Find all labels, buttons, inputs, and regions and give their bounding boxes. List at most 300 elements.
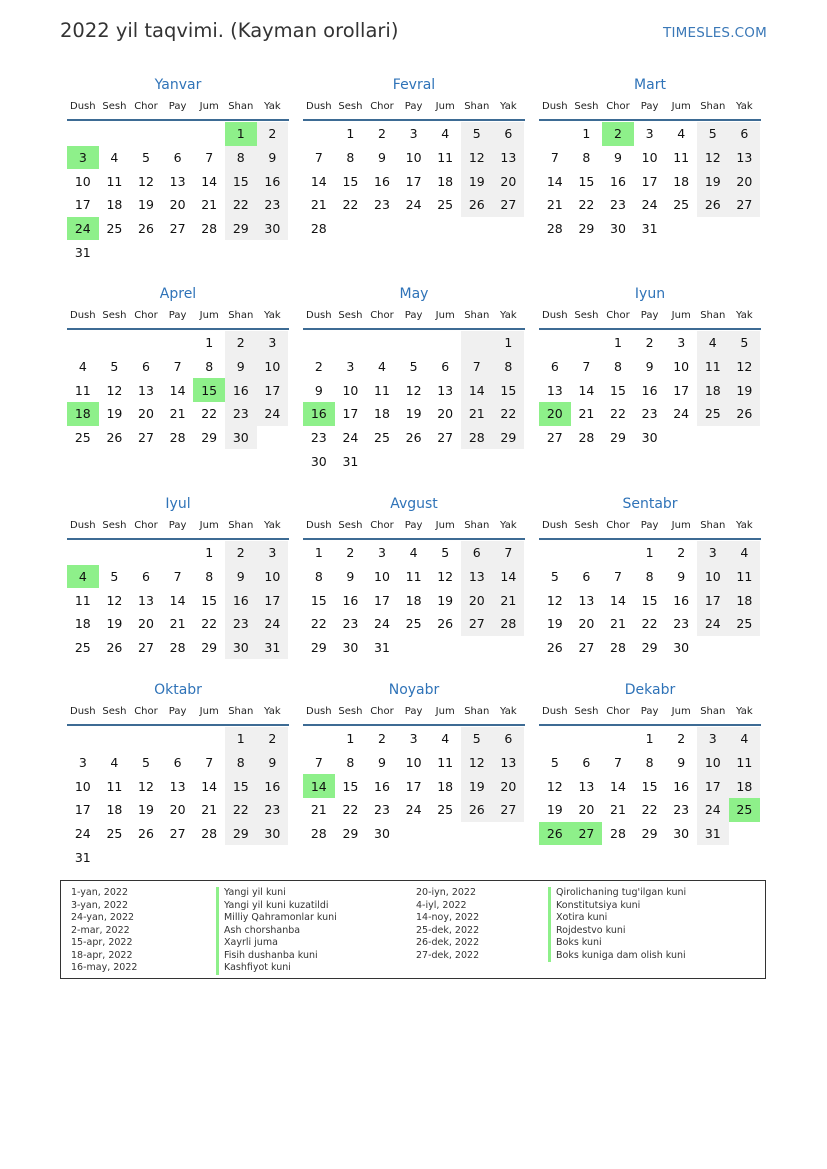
day-cell: 15 xyxy=(342,173,359,189)
day-cell: 14 xyxy=(546,173,563,189)
empty-cell xyxy=(162,240,194,264)
day-grid xyxy=(303,727,525,845)
weekday-label: Sesh xyxy=(102,310,127,321)
empty-cell xyxy=(571,331,603,355)
empty-cell xyxy=(461,331,493,355)
day-cell: 2 xyxy=(378,731,386,747)
day-cell: 28 xyxy=(201,220,218,236)
weekday-label: Chor xyxy=(370,310,394,321)
day-cell: 31 xyxy=(257,636,289,660)
weekday-label: Sesh xyxy=(102,101,127,112)
day-cell: 6 xyxy=(173,754,182,770)
day-cell: 29 xyxy=(201,639,218,655)
empty-cell xyxy=(539,122,571,146)
empty-cell xyxy=(67,541,99,565)
day-cell: 30 xyxy=(673,825,690,841)
day-cell: 24 xyxy=(697,612,729,636)
day-cell: 21 xyxy=(578,406,595,422)
day-cell: 18 xyxy=(729,588,761,612)
weekday-label: Pay xyxy=(168,706,187,717)
day-cell: 6 xyxy=(729,122,761,146)
weekday-label: Chor xyxy=(370,706,394,717)
weekday-label: Sesh xyxy=(574,310,599,321)
empty-cell xyxy=(539,331,571,355)
day-cell: 16 xyxy=(225,378,257,402)
day-cell: 28 xyxy=(610,639,626,655)
day-cell: 6 xyxy=(173,149,182,165)
day-cell: 8 xyxy=(614,358,622,374)
legend-date: 2-mar, 2022 xyxy=(71,924,130,936)
day-cell: 16 xyxy=(374,778,390,794)
day-grid xyxy=(303,541,525,659)
day-cell: 4 xyxy=(378,358,386,374)
day-cell: 14 xyxy=(610,592,626,608)
weekday-label: Dush xyxy=(70,101,96,112)
day-cell: 10 xyxy=(641,149,658,165)
day-cell: 5 xyxy=(550,754,559,770)
empty-cell xyxy=(429,822,461,846)
day-cell: 12 xyxy=(546,778,563,794)
day-cell: 6 xyxy=(582,568,591,584)
day-cell: 31 xyxy=(74,849,91,865)
day-cell: 12 xyxy=(138,778,154,794)
weekday-label: Yak xyxy=(736,310,753,321)
day-cell: 6 xyxy=(142,568,150,584)
legend-holiday-name: Xayrli juma xyxy=(216,937,337,950)
day-cell: 13 xyxy=(493,751,525,775)
day-cell: 30 xyxy=(225,426,257,450)
weekday-header xyxy=(67,517,289,540)
day-cell: 12 xyxy=(106,382,123,398)
day-cell: 5 xyxy=(697,122,729,146)
day-cell: 21 xyxy=(310,802,327,818)
day-cell: 21 xyxy=(201,802,218,818)
empty-cell xyxy=(99,727,131,751)
day-cell: 31 xyxy=(342,453,359,469)
day-cell: 11 xyxy=(729,751,761,775)
day-cell: 15 xyxy=(342,778,359,794)
empty-cell xyxy=(193,240,225,264)
day-grid xyxy=(303,331,525,473)
empty-cell xyxy=(130,541,162,565)
legend-names-left xyxy=(216,887,337,975)
day-cell: 28 xyxy=(201,825,218,841)
empty-cell xyxy=(335,217,367,241)
weekday-label: Shan xyxy=(700,310,726,321)
weekday-label: Sesh xyxy=(574,101,599,112)
day-cell: 10 xyxy=(374,568,390,584)
day-cell: 11 xyxy=(673,149,690,165)
day-cell: 15 xyxy=(641,592,658,608)
empty-cell xyxy=(697,636,729,660)
empty-cell xyxy=(225,845,257,869)
day-cell: 2 xyxy=(677,731,686,747)
day-cell: 4 xyxy=(67,565,99,589)
day-cell: 15 xyxy=(610,382,626,398)
day-cell: 12 xyxy=(546,592,563,608)
month-name: Sentabr xyxy=(622,496,678,512)
weekday-label: Shan xyxy=(464,706,490,717)
day-grid xyxy=(67,122,289,264)
legend-holiday-name: Ash chorshanba xyxy=(216,925,337,938)
empty-cell xyxy=(571,727,603,751)
day-cell: 26 xyxy=(729,402,761,426)
weekday-label: Yak xyxy=(264,520,281,531)
day-cell: 19 xyxy=(546,616,563,632)
day-cell: 24 xyxy=(641,197,658,213)
day-cell: 15 xyxy=(641,778,658,794)
empty-cell xyxy=(335,331,367,355)
day-cell: 31 xyxy=(697,822,729,846)
day-cell: 1 xyxy=(346,126,355,142)
day-cell: 3 xyxy=(78,754,87,770)
day-cell: 19 xyxy=(106,616,123,632)
weekday-label: Jum xyxy=(435,706,455,717)
day-cell: 22 xyxy=(225,193,257,217)
day-cell: 7 xyxy=(314,149,323,165)
day-cell: 11 xyxy=(74,382,91,398)
day-cell: 30 xyxy=(342,639,359,655)
day-cell: 15 xyxy=(310,592,327,608)
weekday-label: Pay xyxy=(640,706,659,717)
day-cell: 15 xyxy=(225,774,257,798)
empty-cell xyxy=(193,845,225,869)
day-cell: 29 xyxy=(342,825,359,841)
day-cell: 9 xyxy=(614,149,622,165)
day-cell: 10 xyxy=(405,754,422,770)
day-cell: 20 xyxy=(539,402,571,426)
day-cell: 22 xyxy=(342,802,359,818)
day-cell: 14 xyxy=(493,565,525,589)
day-cell: 6 xyxy=(550,358,559,374)
empty-cell xyxy=(493,636,525,660)
day-cell: 22 xyxy=(342,197,359,213)
day-cell: 3 xyxy=(409,126,418,142)
day-cell: 25 xyxy=(74,639,91,655)
day-cell: 21 xyxy=(310,197,327,213)
day-cell: 14 xyxy=(303,774,335,798)
empty-cell xyxy=(257,845,289,869)
weekday-label: Pay xyxy=(640,101,659,112)
weekday-header xyxy=(67,307,289,330)
weekday-label: Yak xyxy=(264,310,281,321)
empty-cell xyxy=(130,331,162,355)
weekday-label: Shan xyxy=(700,101,726,112)
day-cell: 14 xyxy=(169,382,186,398)
day-cell: 4 xyxy=(697,331,729,355)
day-cell: 24 xyxy=(405,802,422,818)
day-cell: 6 xyxy=(441,358,450,374)
day-cell: 3 xyxy=(409,731,418,747)
day-cell: 18 xyxy=(374,406,390,422)
day-cell: 28 xyxy=(169,429,186,445)
month-name: Iyun xyxy=(634,286,666,302)
legend-names-right xyxy=(548,887,686,962)
weekday-label: Jum xyxy=(199,520,219,531)
day-cell: 7 xyxy=(173,358,182,374)
empty-cell xyxy=(193,727,225,751)
day-cell: 9 xyxy=(677,754,686,770)
day-cell: 8 xyxy=(346,754,355,770)
day-cell: 22 xyxy=(201,616,218,632)
weekday-label: Chor xyxy=(606,520,630,531)
day-cell: 9 xyxy=(378,149,386,165)
month-name: Iyul xyxy=(165,496,191,512)
day-grid xyxy=(539,727,761,845)
day-cell: 25 xyxy=(673,197,690,213)
weekday-label: Shan xyxy=(700,706,726,717)
day-cell: 2 xyxy=(225,331,257,355)
day-cell: 22 xyxy=(641,616,658,632)
weekday-label: Sesh xyxy=(574,520,599,531)
page-title: 2022 yil taqvimi. (Kayman orollari) xyxy=(60,19,399,42)
weekday-label: Dush xyxy=(70,706,96,717)
day-cell: 19 xyxy=(106,406,123,422)
day-cell: 30 xyxy=(257,822,289,846)
day-cell: 26 xyxy=(546,639,563,655)
weekday-label: Sesh xyxy=(338,101,363,112)
day-cell: 12 xyxy=(437,568,454,584)
day-cell: 26 xyxy=(106,429,123,445)
month-name: Noyabr xyxy=(388,682,440,698)
weekday-label: Sesh xyxy=(338,520,363,531)
day-cell: 10 xyxy=(697,565,729,589)
empty-cell xyxy=(665,426,697,450)
day-cell: 4 xyxy=(729,727,761,751)
month-name: Dekabr xyxy=(624,682,676,698)
day-cell: 28 xyxy=(493,612,525,636)
empty-cell xyxy=(99,331,131,355)
empty-cell xyxy=(398,822,430,846)
empty-cell xyxy=(303,331,335,355)
day-cell: 18 xyxy=(106,197,123,213)
empty-cell xyxy=(366,331,398,355)
legend-date: 16-may, 2022 xyxy=(71,962,138,973)
legend-date: 20-iyn, 2022 xyxy=(416,887,477,898)
day-cell: 17 xyxy=(74,802,91,818)
day-cell: 19 xyxy=(138,802,154,818)
weekday-label: Pay xyxy=(404,520,423,531)
day-cell: 11 xyxy=(437,754,454,770)
day-cell: 19 xyxy=(729,378,761,402)
empty-cell xyxy=(461,217,493,241)
day-cell: 13 xyxy=(138,382,154,398)
day-cell: 7 xyxy=(205,149,214,165)
month-may xyxy=(303,286,525,473)
month-dekabr xyxy=(539,682,761,845)
day-cell: 9 xyxy=(346,568,355,584)
day-cell: 5 xyxy=(441,545,450,561)
weekday-label: Jum xyxy=(671,101,691,112)
weekday-label: Yak xyxy=(736,520,753,531)
day-cell: 16 xyxy=(673,592,690,608)
day-cell: 12 xyxy=(461,146,493,170)
day-cell: 11 xyxy=(74,592,91,608)
day-cell: 12 xyxy=(729,355,761,379)
day-cell: 23 xyxy=(673,802,690,818)
day-cell: 30 xyxy=(610,220,626,236)
day-cell: 20 xyxy=(169,802,186,818)
day-cell: 25 xyxy=(729,612,761,636)
empty-cell xyxy=(130,727,162,751)
day-cell: 7 xyxy=(205,754,214,770)
day-cell: 26 xyxy=(697,193,729,217)
day-cell: 28 xyxy=(578,429,595,445)
day-cell: 3 xyxy=(645,126,654,142)
day-cell: 23 xyxy=(374,197,390,213)
day-cell: 23 xyxy=(673,616,690,632)
weekday-label: Jum xyxy=(671,310,691,321)
day-cell: 29 xyxy=(610,429,626,445)
weekday-label: Chor xyxy=(370,101,394,112)
month-oktabr xyxy=(67,682,289,869)
day-cell: 23 xyxy=(610,197,626,213)
weekday-label: Dush xyxy=(542,310,568,321)
day-cell: 20 xyxy=(461,588,493,612)
day-cell: 6 xyxy=(461,541,493,565)
day-cell: 24 xyxy=(74,825,91,841)
day-cell: 9 xyxy=(314,382,323,398)
empty-cell xyxy=(398,217,430,241)
weekday-label: Chor xyxy=(134,310,158,321)
weekday-header xyxy=(539,307,761,330)
weekday-label: Jum xyxy=(435,520,455,531)
day-cell: 24 xyxy=(697,798,729,822)
day-cell: 17 xyxy=(374,592,390,608)
day-cell: 13 xyxy=(461,565,493,589)
empty-cell xyxy=(99,240,131,264)
day-cell: 3 xyxy=(677,335,686,351)
day-cell: 8 xyxy=(314,568,323,584)
day-cell: 29 xyxy=(493,426,525,450)
weekday-label: Chor xyxy=(606,706,630,717)
weekday-label: Chor xyxy=(134,706,158,717)
day-cell: 1 xyxy=(614,335,622,351)
empty-cell xyxy=(99,845,131,869)
month-mart xyxy=(539,77,761,240)
month-aprel xyxy=(67,286,289,449)
day-cell: 7 xyxy=(614,568,622,584)
empty-cell xyxy=(99,541,131,565)
day-cell: 10 xyxy=(405,149,422,165)
day-cell: 22 xyxy=(578,197,595,213)
day-cell: 21 xyxy=(610,616,626,632)
day-cell: 7 xyxy=(461,355,493,379)
month-iyun xyxy=(539,286,761,449)
day-cell: 30 xyxy=(641,429,658,445)
weekday-label: Pay xyxy=(640,310,659,321)
day-cell: 30 xyxy=(374,825,390,841)
day-cell: 6 xyxy=(582,754,591,770)
day-cell: 5 xyxy=(110,568,119,584)
day-cell: 3 xyxy=(67,146,99,170)
month-name: Oktabr xyxy=(154,682,202,698)
day-cell: 9 xyxy=(645,358,654,374)
day-cell: 24 xyxy=(374,616,390,632)
empty-cell xyxy=(398,331,430,355)
empty-cell xyxy=(398,636,430,660)
weekday-label: Yak xyxy=(264,101,281,112)
weekday-label: Jum xyxy=(199,310,219,321)
weekday-label: Dush xyxy=(70,310,96,321)
day-cell: 16 xyxy=(303,402,335,426)
day-cell: 9 xyxy=(257,146,289,170)
day-cell: 1 xyxy=(645,545,654,561)
day-cell: 4 xyxy=(409,545,418,561)
weekday-label: Jum xyxy=(671,706,691,717)
legend-date: 27-dek, 2022 xyxy=(416,949,480,961)
day-cell: 1 xyxy=(205,545,214,561)
empty-cell xyxy=(162,541,194,565)
day-cell: 8 xyxy=(493,355,525,379)
day-cell: 2 xyxy=(378,126,386,142)
day-cell: 23 xyxy=(257,798,289,822)
day-cell: 23 xyxy=(310,429,327,445)
weekday-label: Jum xyxy=(671,520,691,531)
day-cell: 25 xyxy=(106,825,123,841)
day-cell: 5 xyxy=(409,358,418,374)
day-cell: 27 xyxy=(169,220,186,236)
empty-cell xyxy=(539,541,571,565)
day-cell: 31 xyxy=(374,639,390,655)
empty-cell xyxy=(130,845,162,869)
empty-cell xyxy=(697,217,729,241)
day-cell: 11 xyxy=(374,382,390,398)
weekday-label: Chor xyxy=(134,101,158,112)
weekday-label: Dush xyxy=(70,520,96,531)
day-cell: 17 xyxy=(257,588,289,612)
weekday-label: Sesh xyxy=(102,520,127,531)
day-cell: 3 xyxy=(257,331,289,355)
day-cell: 27 xyxy=(546,429,563,445)
day-cell: 26 xyxy=(437,616,454,632)
day-cell: 28 xyxy=(310,220,327,236)
day-cell: 18 xyxy=(437,778,454,794)
legend-holiday-name: Fisih dushanba kuni xyxy=(216,950,337,963)
day-cell: 25 xyxy=(374,429,390,445)
weekday-label: Sesh xyxy=(338,706,363,717)
empty-cell xyxy=(539,727,571,751)
month-name: Mart xyxy=(634,77,666,93)
day-cell: 21 xyxy=(610,802,626,818)
month-avgust xyxy=(303,496,525,659)
day-cell: 3 xyxy=(697,727,729,751)
day-cell: 19 xyxy=(405,406,422,422)
site-link[interactable]: TIMESLES.COM xyxy=(663,25,767,41)
day-grid xyxy=(67,331,289,449)
day-cell: 8 xyxy=(645,754,654,770)
day-cell: 9 xyxy=(257,751,289,775)
day-cell: 11 xyxy=(405,568,422,584)
day-cell: 30 xyxy=(310,453,327,469)
legend-holiday-name: Kashfiyot kuni xyxy=(216,962,337,975)
weekday-header xyxy=(539,98,761,121)
day-cell: 4 xyxy=(441,731,450,747)
empty-cell xyxy=(130,240,162,264)
empty-cell xyxy=(67,331,99,355)
weekday-label: Pay xyxy=(404,101,423,112)
day-cell: 24 xyxy=(405,197,422,213)
day-cell: 25 xyxy=(437,802,454,818)
day-cell: 27 xyxy=(138,429,154,445)
day-cell: 21 xyxy=(169,616,186,632)
day-cell: 14 xyxy=(610,778,626,794)
day-cell: 13 xyxy=(437,382,454,398)
weekday-label: Yak xyxy=(500,520,517,531)
legend-date: 3-yan, 2022 xyxy=(71,899,128,911)
day-grid xyxy=(539,331,761,449)
day-cell: 16 xyxy=(342,592,359,608)
